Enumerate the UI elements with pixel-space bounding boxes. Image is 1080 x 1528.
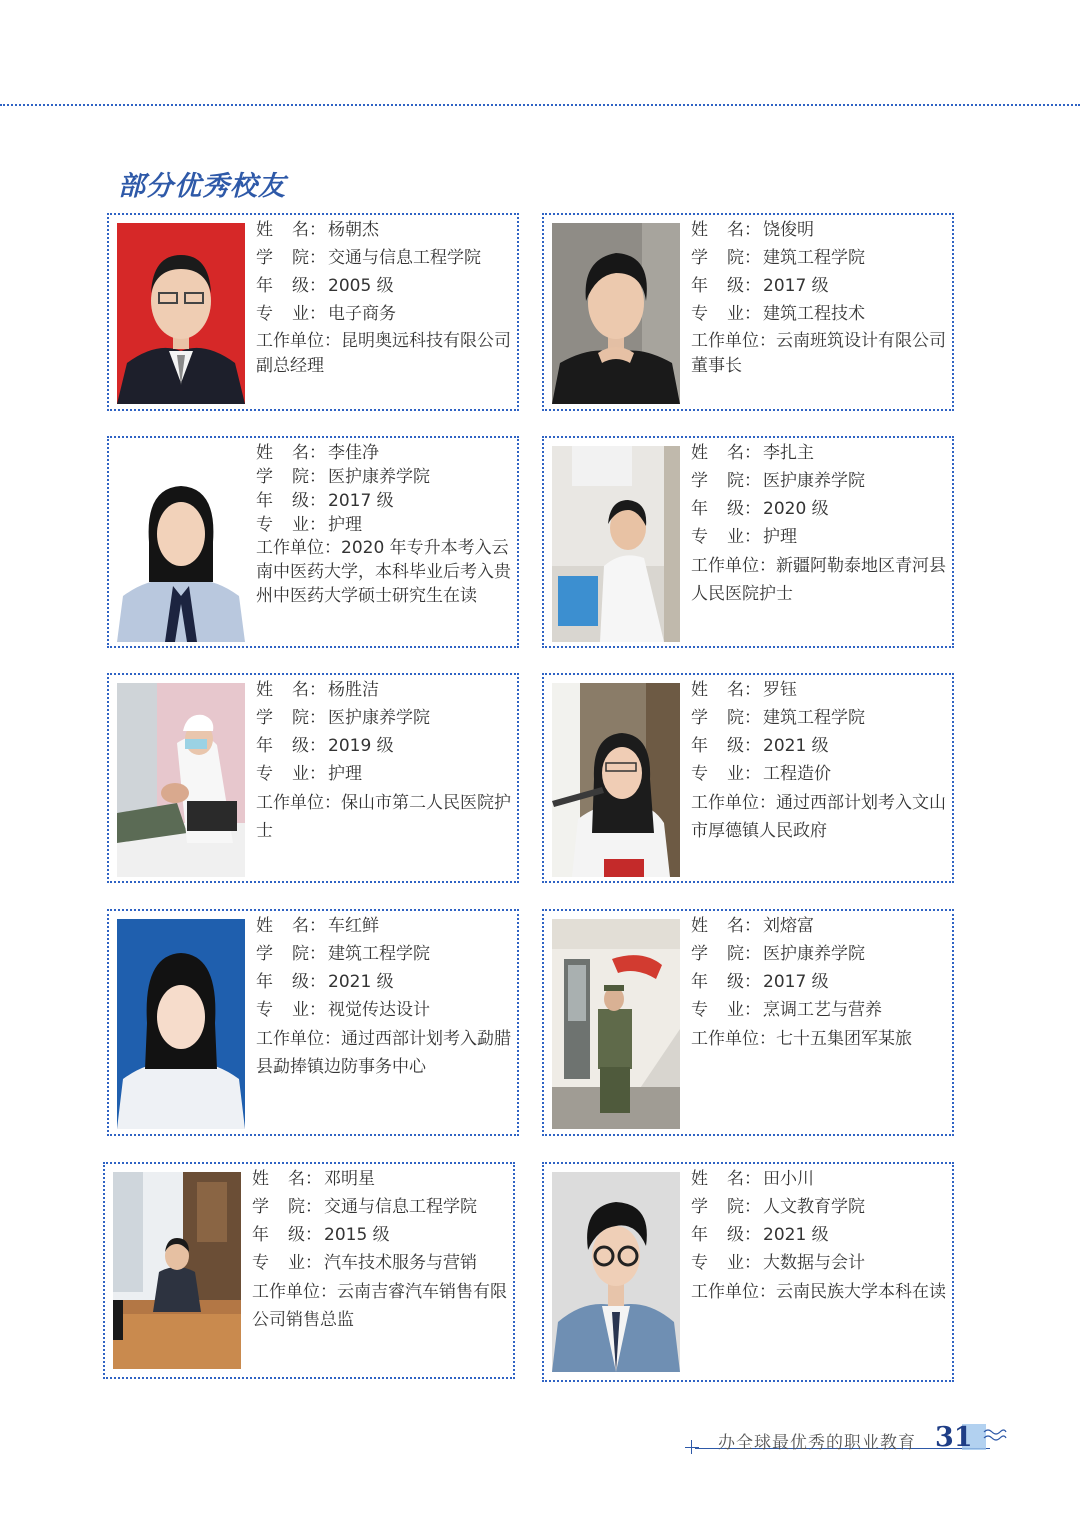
label-grade-2: 级： — [292, 491, 326, 511]
alumni-major: 护理 — [328, 764, 362, 784]
alumni-college: 人文教育学院 — [763, 1197, 865, 1217]
label-name-1: 姓 — [691, 443, 708, 463]
label-college-2: 院： — [292, 708, 326, 728]
label-name-1: 姓 — [256, 916, 273, 936]
label-work: 工作单位： — [256, 538, 341, 558]
alumni-card — [103, 1162, 515, 1379]
label-college-1: 学 — [691, 248, 708, 268]
alumni-card — [107, 909, 519, 1136]
label-major-2: 业： — [727, 764, 761, 784]
label-college-1: 学 — [256, 248, 273, 268]
alumni-grade: 2017 级 — [328, 491, 394, 511]
label-major-1: 专 — [256, 1000, 273, 1020]
label-major-2: 业： — [292, 304, 326, 324]
alumni-card — [542, 213, 954, 411]
label-name-1: 姓 — [691, 1169, 708, 1189]
alumni-college: 医护康养学院 — [763, 944, 865, 964]
label-major-2: 业： — [727, 1000, 761, 1020]
label-name-1: 姓 — [691, 680, 708, 700]
alumni-grade: 2017 级 — [763, 276, 829, 296]
label-major-2: 业： — [292, 515, 326, 535]
label-name-2: 名： — [727, 1169, 761, 1189]
wave-decoration-icon — [982, 1426, 1008, 1446]
alumni-college: 交通与信息工程学院 — [324, 1197, 477, 1217]
label-work: 工作单位： — [256, 331, 341, 351]
label-major-1: 专 — [691, 1000, 708, 1020]
alumni-photo — [117, 223, 245, 404]
alumni-work: 云南班筑设计有限公司董事长 — [691, 331, 946, 376]
label-college-1: 学 — [256, 467, 273, 487]
alumni-card — [107, 213, 519, 411]
label-college-2: 院： — [727, 708, 761, 728]
alumni-work: 通过西部计划考入文山市厚德镇人民政府 — [691, 793, 946, 841]
label-college-2: 院： — [727, 1197, 761, 1217]
label-major-1: 专 — [691, 1253, 708, 1273]
alumni-name: 李佳净 — [328, 443, 379, 463]
label-major-1: 专 — [691, 764, 708, 784]
label-name-2: 名： — [292, 680, 326, 700]
alumni-name: 罗钰 — [763, 680, 797, 700]
alumni-photo — [552, 919, 680, 1129]
label-grade-2: 级： — [727, 1225, 761, 1245]
alumni-major: 护理 — [763, 527, 797, 547]
alumni-work: 通过西部计划考入勐腊县勐捧镇边防事务中心 — [256, 1029, 511, 1077]
label-grade-2: 级： — [727, 736, 761, 756]
label-grade-1: 年 — [691, 1225, 708, 1245]
label-major-1: 专 — [256, 304, 273, 324]
footer-slogan: 办全球最优秀的职业教育 — [718, 1433, 916, 1453]
label-name-2: 名： — [292, 916, 326, 936]
alumni-major: 护理 — [328, 515, 362, 535]
label-college-1: 学 — [252, 1197, 269, 1217]
alumni-card — [542, 436, 954, 648]
alumni-photo — [117, 919, 245, 1129]
alumni-name: 邓明星 — [324, 1169, 375, 1189]
label-name-1: 姓 — [691, 916, 708, 936]
alumni-card — [542, 909, 954, 1136]
label-work: 工作单位： — [252, 1282, 337, 1302]
label-college-1: 学 — [256, 944, 273, 964]
alumni-photo — [117, 683, 245, 877]
label-name-2: 名： — [727, 443, 761, 463]
label-work: 工作单位： — [691, 331, 776, 351]
alumni-name: 田小川 — [763, 1169, 814, 1189]
label-grade-2: 级： — [292, 972, 326, 992]
label-college-2: 院： — [292, 944, 326, 964]
label-grade-1: 年 — [256, 736, 273, 756]
alumni-grade: 2021 级 — [763, 1225, 829, 1245]
alumni-name: 杨朝杰 — [328, 220, 379, 240]
label-grade-2: 级： — [727, 972, 761, 992]
label-work: 工作单位： — [691, 1029, 776, 1049]
label-grade-1: 年 — [691, 972, 708, 992]
label-college-1: 学 — [691, 471, 708, 491]
label-work: 工作单位： — [256, 1029, 341, 1049]
alumni-college: 交通与信息工程学院 — [328, 248, 481, 268]
label-grade-1: 年 — [256, 972, 273, 992]
alumni-major: 烹调工艺与营养 — [763, 1000, 882, 1020]
alumni-college: 医护康养学院 — [328, 708, 430, 728]
alumni-major: 工程造价 — [763, 764, 831, 784]
label-major-1: 专 — [256, 764, 273, 784]
label-name-2: 名： — [292, 220, 326, 240]
label-name-1: 姓 — [691, 220, 708, 240]
alumni-grade: 2017 级 — [763, 972, 829, 992]
alumni-name: 饶俊明 — [763, 220, 814, 240]
alumni-work: 七十五集团军某旅 — [776, 1029, 912, 1049]
label-major-2: 业： — [292, 764, 326, 784]
alumni-college: 医护康养学院 — [328, 467, 430, 487]
alumni-photo — [117, 446, 245, 642]
label-work: 工作单位： — [691, 793, 776, 813]
alumni-photo — [552, 223, 680, 404]
alumni-grade: 2015 级 — [324, 1225, 390, 1245]
label-college-2: 院： — [727, 248, 761, 268]
alumni-name: 车红鲜 — [328, 916, 379, 936]
label-grade-2: 级： — [292, 736, 326, 756]
label-major-1: 专 — [691, 304, 708, 324]
alumni-grade: 2020 级 — [763, 499, 829, 519]
alumni-work: 保山市第二人民医院护士 — [256, 793, 511, 841]
section-title: 部分优秀校友 — [118, 171, 286, 202]
alumni-photo — [552, 446, 680, 642]
alumni-work: 云南民族大学本科在读 — [776, 1282, 946, 1302]
label-college-2: 院： — [727, 944, 761, 964]
alumni-college: 建筑工程学院 — [763, 708, 865, 728]
label-name-1: 姓 — [256, 220, 273, 240]
label-grade-1: 年 — [691, 736, 708, 756]
label-major-2: 业： — [727, 527, 761, 547]
label-grade-1: 年 — [691, 499, 708, 519]
alumni-name: 刘熔富 — [763, 916, 814, 936]
label-college-1: 学 — [691, 708, 708, 728]
label-major-2: 业： — [292, 1000, 326, 1020]
label-name-1: 姓 — [252, 1169, 269, 1189]
label-name-1: 姓 — [256, 443, 273, 463]
label-name-1: 姓 — [256, 680, 273, 700]
label-college-1: 学 — [256, 708, 273, 728]
label-grade-1: 年 — [256, 491, 273, 511]
alumni-major: 电子商务 — [328, 304, 396, 324]
label-major-1: 专 — [252, 1253, 269, 1273]
alumni-card — [542, 1162, 954, 1382]
alumni-name: 李扎主 — [763, 443, 814, 463]
alumni-work: 云南吉睿汽车销售有限公司销售总监 — [252, 1282, 507, 1330]
alumni-college: 建筑工程学院 — [328, 944, 430, 964]
top-dotted-rule — [0, 104, 1080, 106]
alumni-college: 医护康养学院 — [763, 471, 865, 491]
label-college-1: 学 — [691, 1197, 708, 1217]
label-name-2: 名： — [727, 680, 761, 700]
label-grade-1: 年 — [252, 1225, 269, 1245]
label-work: 工作单位： — [691, 556, 776, 576]
label-college-2: 院： — [292, 248, 326, 268]
label-work: 工作单位： — [691, 1282, 776, 1302]
alumni-grade: 2021 级 — [328, 972, 394, 992]
label-college-1: 学 — [691, 944, 708, 964]
alumni-photo — [552, 1172, 680, 1372]
label-grade-1: 年 — [256, 276, 273, 296]
alumni-grade: 2021 级 — [763, 736, 829, 756]
label-college-2: 院： — [727, 471, 761, 491]
label-grade-2: 级： — [727, 276, 761, 296]
alumni-grade: 2005 级 — [328, 276, 394, 296]
alumni-college: 建筑工程学院 — [763, 248, 865, 268]
label-work: 工作单位： — [256, 793, 341, 813]
alumni-work: 2020 年专升本考入云南中医药大学，本科毕业后考入贵州中医药大学硕士研究生在读 — [256, 538, 511, 606]
alumni-grade: 2019 级 — [328, 736, 394, 756]
label-name-2: 名： — [292, 443, 326, 463]
alumni-photo — [552, 683, 680, 877]
alumni-card — [107, 436, 519, 648]
label-grade-2: 级： — [292, 276, 326, 296]
label-major-2: 业： — [288, 1253, 322, 1273]
label-major-1: 专 — [256, 515, 273, 535]
label-grade-2: 级： — [288, 1225, 322, 1245]
alumni-card — [542, 673, 954, 883]
alumni-card — [107, 673, 519, 883]
label-college-2: 院： — [288, 1197, 322, 1217]
label-name-2: 名： — [727, 220, 761, 240]
alumni-work: 新疆阿勒泰地区青河县人民医院护士 — [691, 556, 946, 604]
page-number: 31 — [935, 1422, 973, 1453]
label-grade-1: 年 — [691, 276, 708, 296]
alumni-major: 视觉传达设计 — [328, 1000, 430, 1020]
label-grade-2: 级： — [727, 499, 761, 519]
alumni-photo — [113, 1172, 241, 1369]
label-major-2: 业： — [727, 304, 761, 324]
label-major-2: 业： — [727, 1253, 761, 1273]
alumni-major: 大数据与会计 — [763, 1253, 865, 1273]
alumni-work: 昆明奥远科技有限公司副总经理 — [256, 331, 511, 376]
label-major-1: 专 — [691, 527, 708, 547]
alumni-major: 汽车技术服务与营销 — [324, 1253, 477, 1273]
label-name-2: 名： — [727, 916, 761, 936]
label-name-2: 名： — [288, 1169, 322, 1189]
label-college-2: 院： — [292, 467, 326, 487]
alumni-major: 建筑工程技术 — [763, 304, 865, 324]
alumni-name: 杨胜洁 — [328, 680, 379, 700]
